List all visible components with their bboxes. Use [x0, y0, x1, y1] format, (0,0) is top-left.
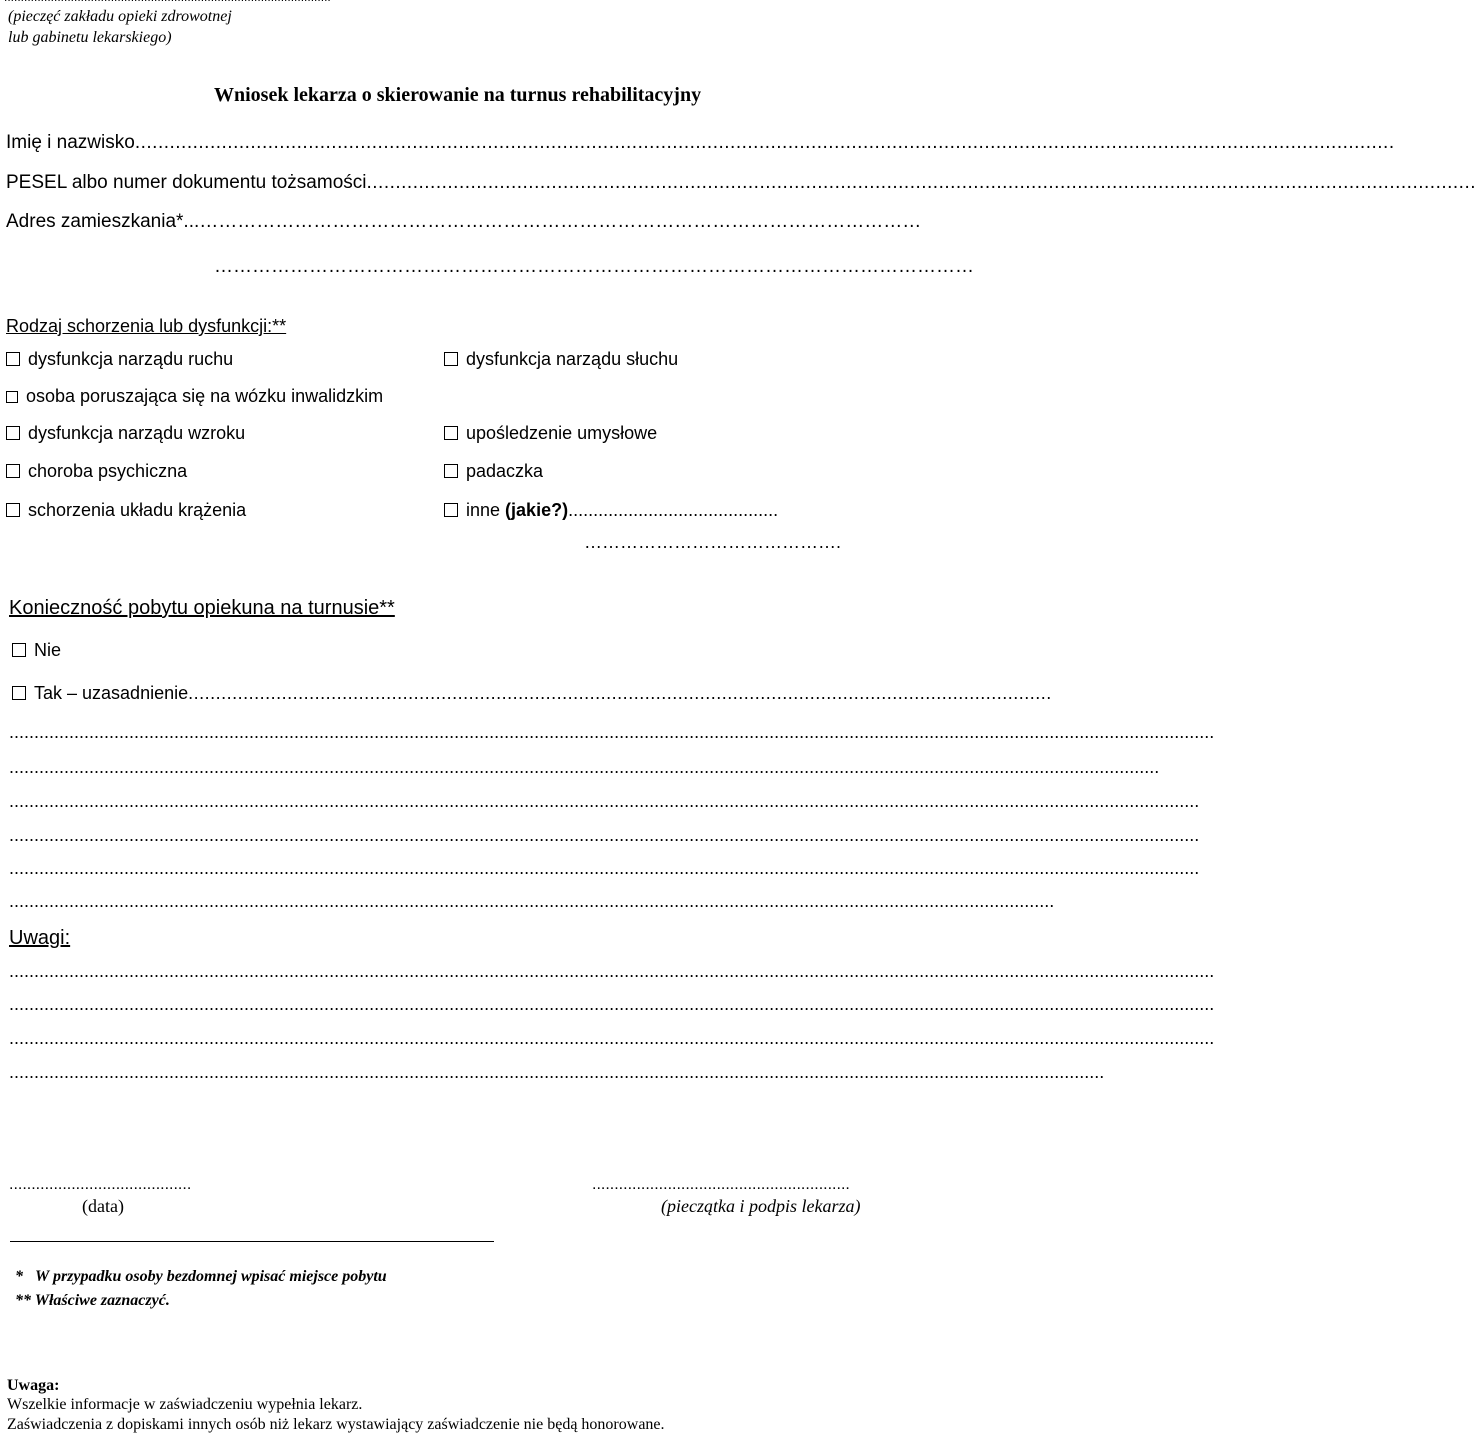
checkbox-motor-dysfunction[interactable]	[6, 349, 233, 370]
checkbox-label: osoba poruszająca się na wózku inwalidzkim	[26, 386, 384, 406]
checkbox-mental-illness[interactable]	[6, 461, 187, 482]
checkbox-label: schorzenia układu krążenia	[28, 500, 247, 520]
remarks-line[interactable]: ...........................................................................................................................................................................................................................	[9, 1062, 1105, 1082]
address-dots-line2[interactable]: …………………………………………………………………………………………………………	[214, 256, 974, 277]
checkbox-icon[interactable]	[444, 426, 458, 440]
checkbox-icon[interactable]	[12, 643, 26, 657]
pesel-dots: ................................................................................................................................................................................................	[366, 172, 1476, 193]
other-dots: ..........................................	[568, 500, 779, 520]
disease-heading: Rodzaj schorzenia lub dysfunkcji:**	[6, 316, 287, 336]
signature-label: (pieczątka i podpis lekarza)	[661, 1196, 861, 1216]
checkbox-icon[interactable]	[6, 391, 18, 403]
checkbox-label: dysfunkcja narządu słuchu	[466, 349, 679, 369]
stamp-dots	[4, 0, 278, 4]
footnote-divider	[10, 1241, 494, 1242]
justification-line[interactable]: ..............................................................................................................................................................................................................................................	[9, 791, 1200, 811]
checkbox-label: choroba psychiczna	[28, 461, 188, 481]
checkbox-wheelchair[interactable]	[6, 386, 383, 407]
checkbox-intellectual-disability[interactable]	[444, 423, 657, 444]
checkbox-label: dysfunkcja narządu ruchu	[28, 349, 234, 369]
checkbox-epilepsy[interactable]	[444, 461, 543, 482]
other-dots-line2[interactable]: …………………………………….	[584, 532, 842, 552]
checkbox-icon[interactable]	[6, 464, 20, 478]
checkbox-icon[interactable]	[12, 686, 26, 700]
checkbox-guardian-yes[interactable]	[12, 683, 1052, 704]
checkbox-vision-dysfunction[interactable]	[6, 423, 245, 444]
justification-line[interactable]: ..............................................................................................................................................................................................................................................	[9, 825, 1200, 845]
checkbox-circulatory[interactable]	[6, 500, 246, 521]
other-question: (jakie?)	[505, 500, 569, 520]
checkbox-icon[interactable]	[444, 503, 458, 517]
notice-line1: Wszelkie informacje w zaświadczeniu wypełnia lekarz.	[7, 1396, 363, 1413]
checkbox-icon[interactable]	[444, 464, 458, 478]
date-dots[interactable]: .........................................	[9, 1176, 192, 1193]
pesel-field[interactable]	[6, 172, 1476, 196]
remarks-heading: Uwagi:	[9, 927, 71, 949]
name-dots: ..........................................................................................................................................................................................................................	[134, 132, 1395, 153]
checkbox-icon[interactable]	[6, 352, 20, 366]
footnote-1-text: W przypadku osoby bezdomnej wpisać miejsce pobytu	[35, 1268, 387, 1285]
guardian-heading: Konieczność pobytu opiekuna na turnusie**	[9, 597, 395, 619]
checkbox-other[interactable]	[444, 500, 779, 521]
page-title: Wniosek lekarza o skierowanie na turnus rehabilitacyjny	[214, 84, 702, 106]
pesel-label: PESEL albo numer dokumentu tożsamości	[6, 172, 367, 193]
stamp-caption-line2: lub gabinetu lekarskiego)	[8, 29, 172, 46]
justification-line[interactable]: .................................................................................................................................................................................................................	[9, 891, 1055, 911]
justification-line[interactable]: .................................................................................................................................................................................................................................................	[9, 722, 1215, 742]
signature-dots[interactable]: ..........................................................	[592, 1176, 850, 1193]
checkbox-label: padaczka	[466, 461, 544, 481]
remarks-line[interactable]: .................................................................................................................................................................................................................................................	[9, 961, 1215, 981]
address-label: Adres zamieszkania*	[6, 211, 184, 232]
checkbox-label: Nie	[34, 640, 62, 660]
address-field[interactable]	[6, 211, 944, 237]
remarks-line[interactable]: .................................................................................................................................................................................................................................................	[9, 994, 1215, 1014]
name-label: Imię i nazwisko	[6, 132, 135, 153]
checkbox-label: Tak – uzasadnienie	[34, 683, 189, 703]
footnote-2: ** Właściwe zaznaczyć.	[15, 1292, 170, 1309]
address-dots-line1: ...……………………………………………………………………………………………………	[183, 211, 922, 232]
notice-line2: Zaświadczenia z dopiskami innych osób niż lekarz wystawiający zaświadczenie nie będą honorowane.	[7, 1416, 665, 1433]
checkbox-label: dysfunkcja narządu wzroku	[28, 423, 246, 443]
checkbox-icon[interactable]	[444, 352, 458, 366]
remarks-line[interactable]: .................................................................................................................................................................................................................................................	[9, 1028, 1215, 1048]
name-field[interactable]	[6, 132, 1395, 156]
date-label: (data)	[82, 1196, 124, 1216]
checkbox-label: inne	[466, 500, 501, 520]
checkbox-guardian-no[interactable]	[12, 640, 61, 661]
checkbox-hearing-dysfunction[interactable]	[444, 349, 678, 370]
footnote-1	[15, 1268, 387, 1286]
stamp-caption-line1: (pieczęć zakładu opieki zdrowotnej	[8, 8, 232, 25]
checkbox-icon[interactable]	[6, 503, 20, 517]
checkbox-icon[interactable]	[6, 426, 20, 440]
notice-heading: Uwaga:	[7, 1377, 60, 1394]
justification-line[interactable]: ......................................................................................................................................................................................................................................	[9, 757, 1160, 777]
footnote-1-mark: *	[15, 1268, 23, 1285]
justification-line[interactable]: ..............................................................................................................................................................................................................................................	[9, 858, 1200, 878]
checkbox-label: upośledzenie umysłowe	[466, 423, 658, 443]
justification-dots: .............................................................................................................................................................	[188, 683, 1052, 703]
